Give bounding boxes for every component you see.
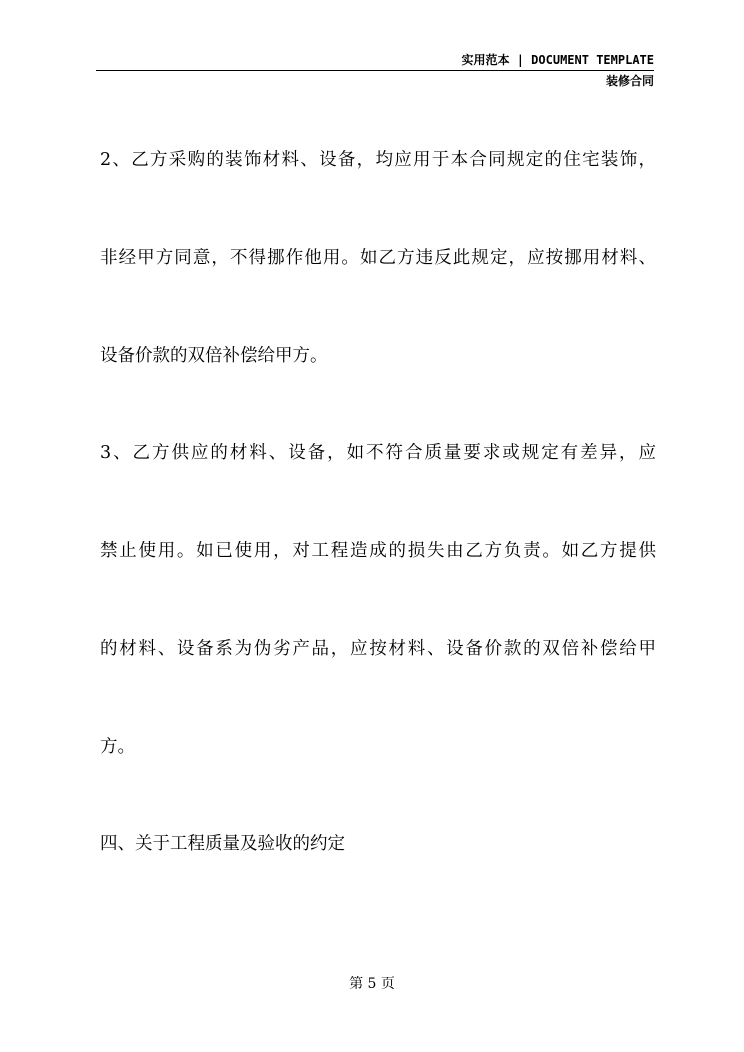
page-number: 第 5 页: [349, 976, 395, 992]
header-brand: 实用范本 | DOCUMENT TEMPLATE: [461, 53, 654, 67]
text-line: 3、乙方供应的材料、设备，如不符合质量要求或规定有差异，应: [100, 443, 656, 463]
text-line: 禁止使用。如已使用，对工程造成的损失由乙方负责。如乙方提供: [100, 541, 656, 561]
text-line: 2、乙方采购的装饰材料、设备，均应用于本合同规定的住宅装饰，: [100, 150, 656, 170]
text-line: 非经甲方同意，不得挪作他用。如乙方违反此规定，应按挪用材料、: [100, 248, 656, 268]
section-heading: 四、关于工程质量及验收的约定: [100, 834, 345, 854]
text-line: 方。: [100, 737, 135, 757]
page-header: [96, 52, 654, 89]
text-line: 的材料、设备系为伪劣产品，应按材料、设备价款的双倍补偿给甲: [100, 639, 656, 659]
text-line: 设备价款的双倍补偿给甲方。: [100, 346, 328, 366]
header-subtitle: 装修合同: [605, 74, 654, 88]
